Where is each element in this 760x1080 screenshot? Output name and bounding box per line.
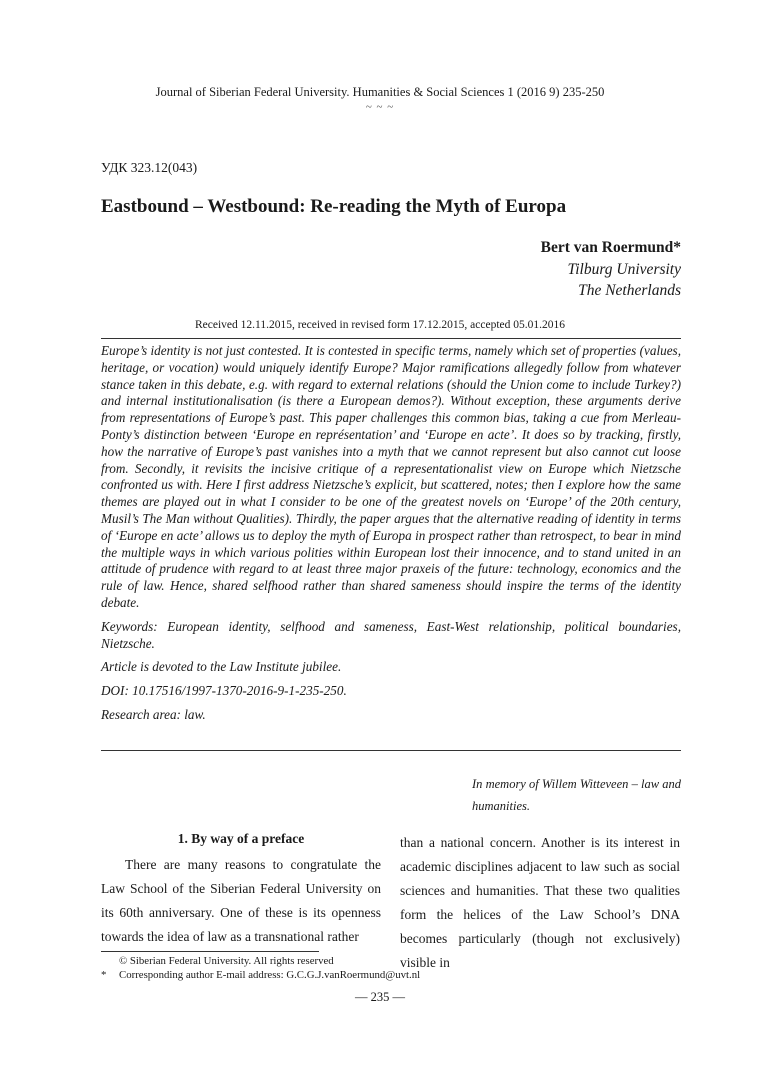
- author-affiliation-university: Tilburg University: [567, 260, 681, 278]
- received-dates: Received 12.11.2015, received in revised form 17.12.2015, accepted 05.01.2016: [194, 319, 566, 331]
- abstract-text: Europe’s identity is not just contested. It is contested in specific terms, namely which set of properties (values, heritage, or vocation) would uniquely identify Europe? Major ramifications allegedly follow from whatever stance taken in this debate, e.g. with regard to external relations (should the Union come to include Turkey?) and internal institutionalisation (is there a European demos?). Without exception, these arguments derive from representations of Europe’s past. This paper challenges this common bias, taking a cue from Merleau-Ponty’s distinction between ‘Europe en représentation’ and ‘Europe en acte’. It does so by tracking, firstly, how the narrative of Europe’s past vanishes into a myth that we cannot represent but also cannot cut loose from. Secondly, it revisits the incisive critique of a representationalist view on Europe which Nietzsche confronted us with. Here I first address Nietzsche’s explicit, but scattered, notes; then I explore how the same themes are played out in what I consider to be one of the greatest novels on ‘Europe’ of the 20th century, Musil’s The Man without Qualities). Thirdly, the paper argues that the alternative reading of identity in terms of ‘Europe en acte’ allows us to deploy the myth of Europa in prospect rather than retrospect, to bear in mind the multiple ways in which various polities within European lost their innocence, and to stand united in an attitude of prudence with regard to at least three major praxeis of the future: technology, economics and the rule of law. Hence, shared selfhood rather than shared sameness should inspire the terms of the identity debate.: [101, 343, 681, 610]
- author-name: Bert van Roermund*: [540, 239, 681, 256]
- abstract-top-rule: [101, 338, 681, 339]
- journal-header: Journal of Siberian Federal University. Humanities & Social Sciences 1 (2016 9) 235-250: [155, 85, 605, 99]
- footnote-corresponding: [101, 968, 420, 982]
- research-area: Research area: law.: [101, 706, 206, 722]
- udk-code: УДК 323.12(043): [101, 160, 198, 175]
- copyright-text: © Siberian Federal University. All rights reserved: [119, 955, 334, 967]
- section-heading: 1. By way of a preface: [177, 831, 305, 846]
- body-paragraph: There are many reasons to congratulate the Law School of the Siberian Federal University on its 60th anniversary. One of these is its openness towards the idea of law as a transnational rather: [101, 857, 381, 944]
- devoted-note: Article is devoted to the Law Institute jubilee.: [101, 659, 342, 675]
- body-column-left: [101, 828, 381, 949]
- footnote-copyright: [101, 954, 420, 968]
- footnote-rule: [101, 951, 319, 952]
- corresponding-author-email: Corresponding author E-mail address: G.C.G.J.vanRoermund@uvt.nl: [119, 969, 421, 981]
- abstract-bottom-rule: [101, 750, 681, 751]
- body-paragraph-continued: than a national concern. Another is its interest in academic disciplines adjacent to law such as social sciences and humanities. That these two qualities form the helices of the Law School’s DNA becomes particularly (though not exclusively) visible in: [400, 835, 680, 970]
- author-block: [541, 237, 681, 302]
- abstract-block: [101, 343, 681, 731]
- paper-title: Eastbound – Westbound: Re-reading the Myth of Europa: [101, 196, 567, 217]
- footnote-mark: *: [101, 969, 107, 981]
- header-ornament: ~ ~ ~: [365, 101, 395, 113]
- doi: DOI: 10.17516/1997-1370-2016-9-1-235-250.: [101, 683, 347, 699]
- author-affiliation-country: The Netherlands: [578, 282, 681, 299]
- keywords: Keywords: European identity, selfhood and sameness, East-West relationship, political boundaries, Nietzsche.: [101, 618, 681, 651]
- body-column-right: [400, 831, 680, 975]
- dedication: In memory of Willem Witteveen – law and humanities.: [472, 777, 681, 813]
- footnotes: [101, 954, 420, 982]
- page-number: — 235 —: [355, 990, 405, 1004]
